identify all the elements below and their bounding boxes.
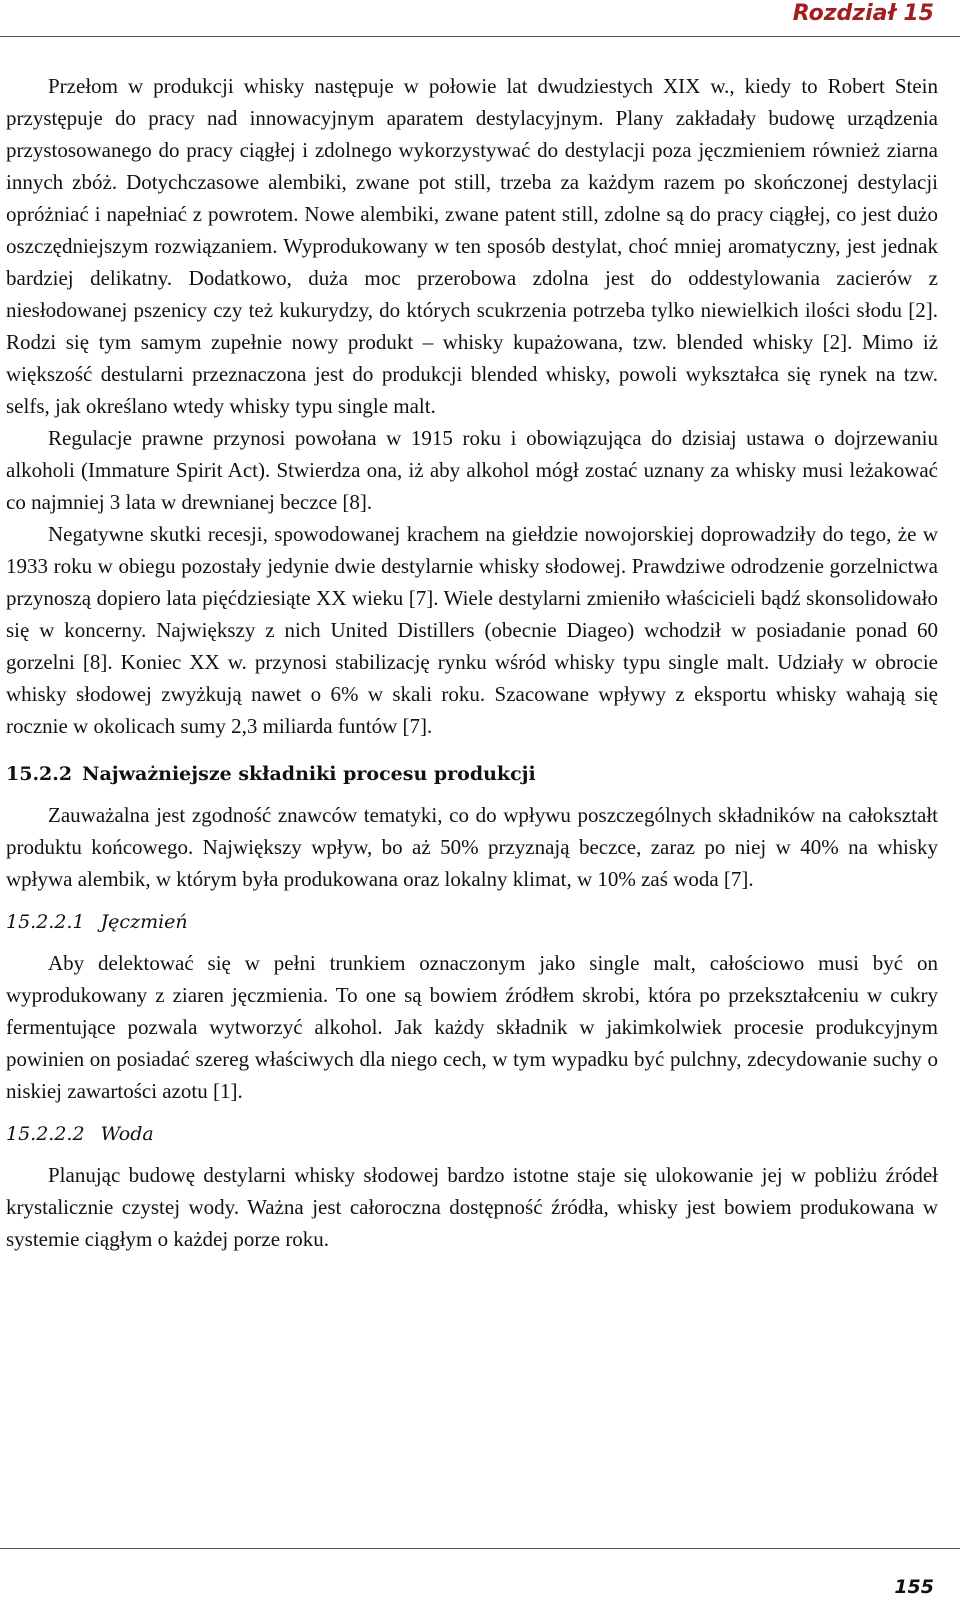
subsection-paragraph-water: Planując budowę destylarni whisky słodowej bardzo istotne staje się ulokowanie jej w pobliżu źródeł krystalicznie czystej wody. Ważna jest całoroczna dostępność źródła, whisky jest bowiem produkowana w systemie ciągłym o każdej porze roku. <box>6 1163 938 1251</box>
page-number: 155 <box>894 1576 934 1598</box>
subsection-heading-water <box>6 1119 938 1149</box>
body-paragraph-2: Regulacje prawne przynosi powołana w 1915 roku i obowiązująca do dzisiaj ustawa o dojrzewaniu alkoholi (Immature Spirit Act). Stwierdza ona, iż aby alkohol mógł zostać uznany za whisky musi leżakować co najmniej 3 lata w drewnianej beczce [8]. <box>6 426 938 514</box>
subsection-heading-barley <box>6 907 938 937</box>
section-heading <box>6 759 938 789</box>
subsection-paragraph-barley: Aby delektować się w pełni trunkiem oznaczonym jako single malt, całościowo musi być on wyprodukowany z ziaren jęczmienia. To one są bowiem źródłem skrobi, która po przekształceniu w cukry fermentujące pozwala wytworzyć alkohol. Jak każdy składnik w jakimkolwiek procesie produkcyjnym powinien on posiadać szereg właściwych dla niego cech, w tym wypadku być pulchny, zdecydowanie suchy o niskiej zawartości azotu [1]. <box>6 951 938 1103</box>
page-body <box>6 70 938 1255</box>
body-paragraph-3: Negatywne skutki recesji, spowodowanej krachem na giełdzie nowojorskiej doprowadziły do tego, że w 1933 roku w obiegu pozostały jedynie dwie destylarnie whisky słodowej. Prawdziwe odrodzenie gorzelnictwa przynoszą dopiero lata pięćdziesiąte XX wieku [7]. Wiele destylarni zmieniło właścicieli bądź skonsolidowało się w koncerny. Największy z nich United Distillers (obecnie Diageo) wchodził w posiadanie ponad 60 gorzelni [8]. Koniec XX w. przynosi stabilizację rynku wśród whisky typu single malt. Udziały w obrocie whisky słodowej zwyżkują nawet o 6% w skali roku. Szacowane wpływy z eksportu whisky wahają się rocznie w okolicach sumy 2,3 miliarda funtów [7]. <box>6 522 938 738</box>
header-divider <box>0 36 960 37</box>
footer-divider <box>0 1548 960 1549</box>
subsection-number: 15.2.2.1 <box>6 911 85 933</box>
subsection-number: 15.2.2.2 <box>6 1123 85 1145</box>
section-title: Najważniejsze składniki procesu produkcji <box>82 763 536 785</box>
chapter-header-title: Rozdział 15 <box>792 1 934 26</box>
section-paragraph: Zauważalna jest zgodność znawców tematyki, co do wpływu poszczególnych składników na całokształt produktu końcowego. Największy wpływ, bo aż 50% przyznają beczce, zaraz po niej w 40% na whisky wpływa alembik, w którym była produkowana oraz lokalny klimat, w 10% zaś woda [7]. <box>6 803 938 891</box>
subsection-title: Woda <box>100 1123 154 1145</box>
section-number: 15.2.2 <box>6 763 73 785</box>
body-paragraph-1: Przełom w produkcji whisky następuje w połowie lat dwudziestych XIX w., kiedy to Robert Stein przystępuje do pracy nad innowacyjnym aparatem destylacyjnym. Plany zakładały budowę urządzenia przystosowanego do pracy ciągłej i zdolnego wykorzystywać do destylacji poza jęczmieniem również ziarna innych zbóż. Dotychczasowe alembiki, zwane pot still, trzeba za każdym razem po skończonej destylacji opróżniać i napełniać z powrotem. Nowe alembiki, zwane patent still, zdolne są do pracy ciągłej, co jest dużo oszczędniejszym rozwiązaniem. Wyprodukowany w ten sposób destylat, choć mniej aromatyczny, jest jednak bardziej delikatny. Dodatkowo, duża moc przerobowa zdolna jest do oddestylowania zacierów z niesłodowanej pszenicy czy też kukurydzy, do których scukrzenia potrzeba tylko niewielkich ilości słodu [2]. Rodzi się tym samym zupełnie nowy produkt – whisky kupażowana, tzw. blended whisky [2]. Mimo iż większość destularni przeznaczona jest do produkcji blended whisky, powoli wykształca się rynek na tzw. selfs, jak określano wtedy whisky typu single malt. <box>6 74 938 418</box>
subsection-title: Jęczmień <box>100 911 188 933</box>
